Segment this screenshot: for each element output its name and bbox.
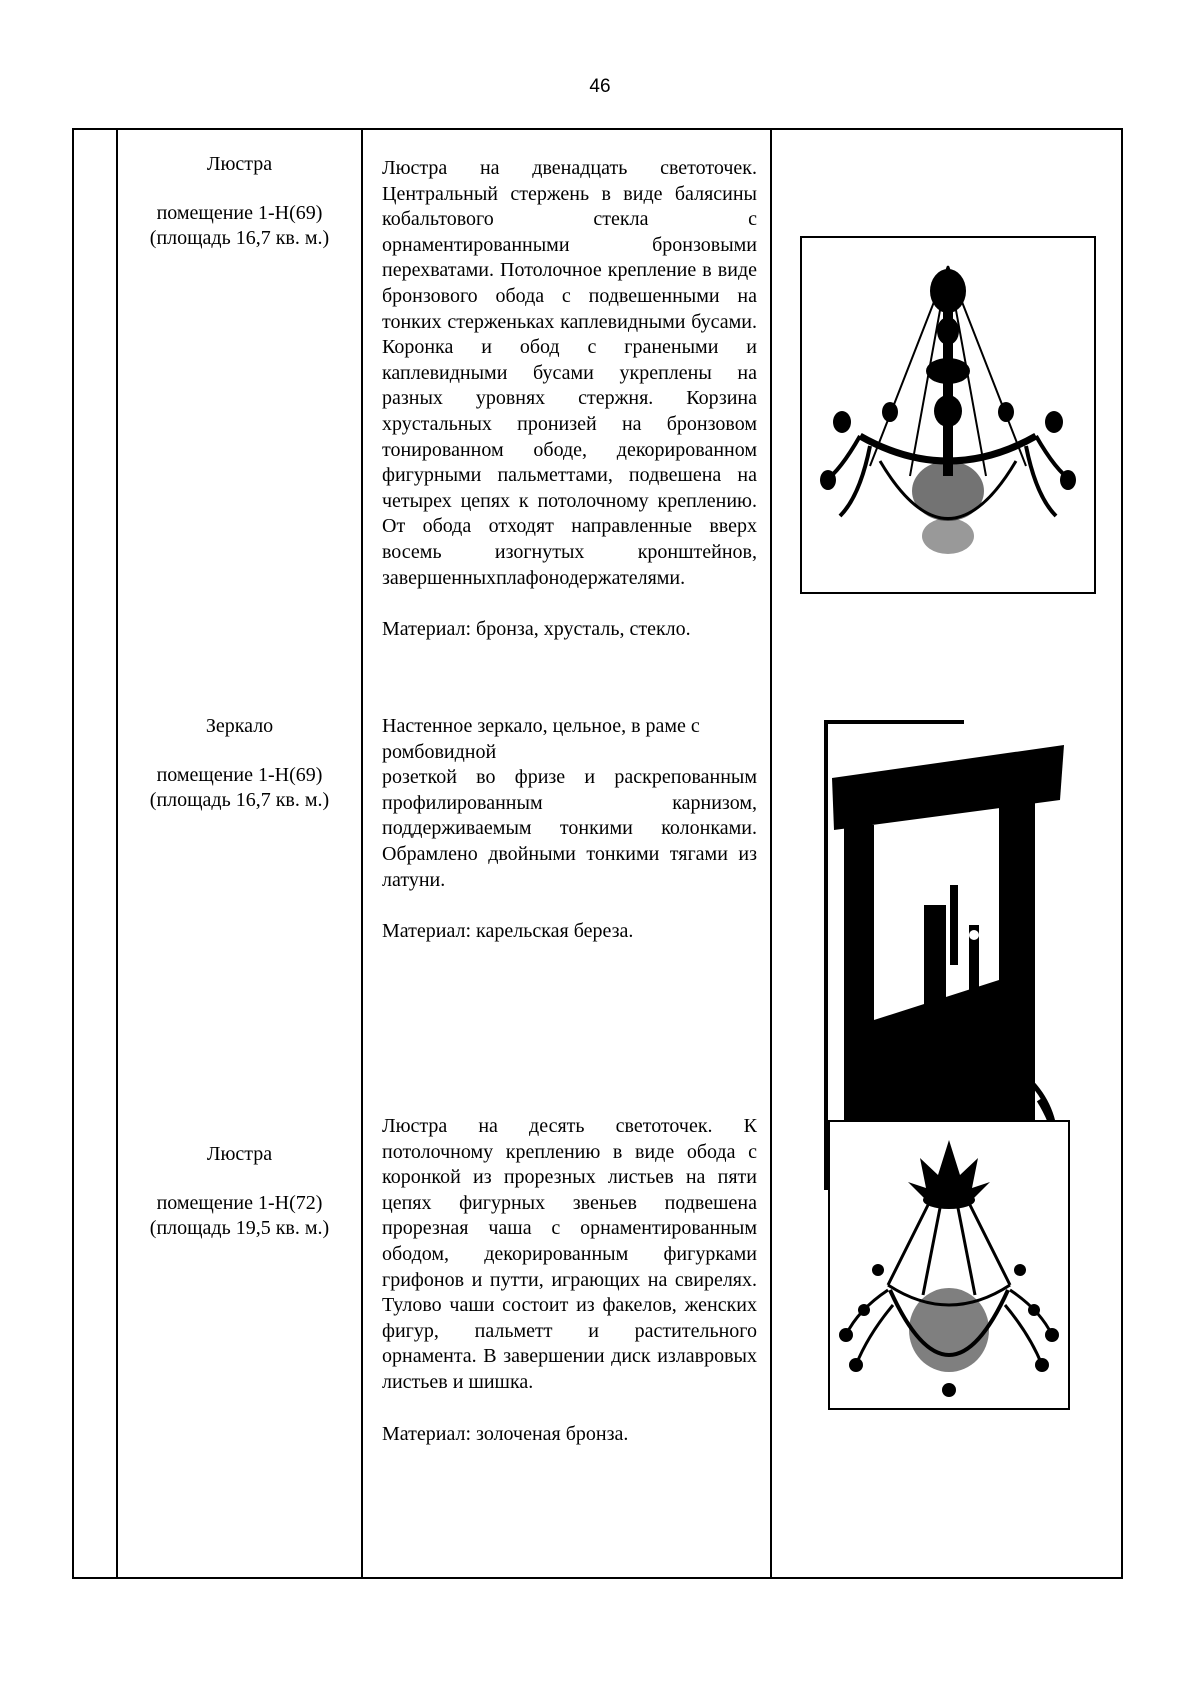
object-room: помещение 1-Н(69) xyxy=(156,202,323,224)
object-name-cell xyxy=(118,1142,361,1241)
column-divider xyxy=(361,130,363,1577)
object-description-cell xyxy=(382,156,757,643)
chandelier-photo xyxy=(800,236,1096,594)
object-table xyxy=(72,128,1123,1579)
page-number: 46 xyxy=(589,76,611,97)
column-divider xyxy=(770,130,772,1577)
object-material: Материал: золоченая бронза. xyxy=(382,1422,629,1445)
chandelier-photo xyxy=(828,1120,1070,1410)
object-area: (площадь 19,5 кв. м.) xyxy=(149,1217,330,1239)
object-material: Материал: бронза, хрусталь, стекло. xyxy=(382,618,691,641)
object-name-cell xyxy=(118,714,361,813)
object-description: розеткой во фризе и раскрепованным профилированным карнизом, поддерживаемым тонкими колонками. Обрамлено двойными тонкими тягами из латуни. xyxy=(382,766,757,891)
column-divider xyxy=(116,130,118,1577)
object-description-cell xyxy=(382,714,757,945)
object-description: Люстра на десять светоточек. К потолочному креплению в виде обода с коронкой из прорезных листьев на пяти цепях фигурных звеньев подвешена прорезная чаша с орнаментированным ободом, декорированным фигурками грифонов и путти, играющих на свирелях. Тулово чаши состоит из факелов, женских фигур, пальметт и растительного орнамента. В завершении диск излавровых листьев и шишка. xyxy=(382,1115,757,1393)
object-name-cell xyxy=(118,152,361,251)
object-description-cell xyxy=(382,1114,757,1447)
object-name: Люстра xyxy=(206,1143,273,1165)
object-area: (площадь 16,7 кв. м.) xyxy=(149,789,330,811)
object-description-first-line: Настенное зеркало, цельное, в раме с ромбовидной xyxy=(382,715,700,763)
object-material: Материал: карельская береза. xyxy=(382,920,634,943)
object-name: Зеркало xyxy=(205,715,274,737)
object-description: Люстра на двенадцать светоточек. Центральный стержень в виде балясины кобальтового стекла с орнаментированными бронзовыми перехватами. Потолочное крепление в виде бронзового обода с подвешенными на тонких стерженьках каплевидными бусами. Коронка и обод с гранеными и каплевидными бусами укреплены на разных уровнях стержня. Корзина хрустальных пронизей на бронзовом тонированном ободе, декорированном фигурными пальметтами, подвешена на четырех цепях к потолочному креплению. От обода отходят направленные вверх восемь изогнутых кронштейнов, завершенныхплафонодержателями. xyxy=(382,157,757,589)
object-name: Люстра xyxy=(206,153,273,175)
object-room: помещение 1-Н(72) xyxy=(156,1192,323,1214)
object-area: (площадь 16,7 кв. м.) xyxy=(149,227,330,249)
object-room: помещение 1-Н(69) xyxy=(156,764,323,786)
